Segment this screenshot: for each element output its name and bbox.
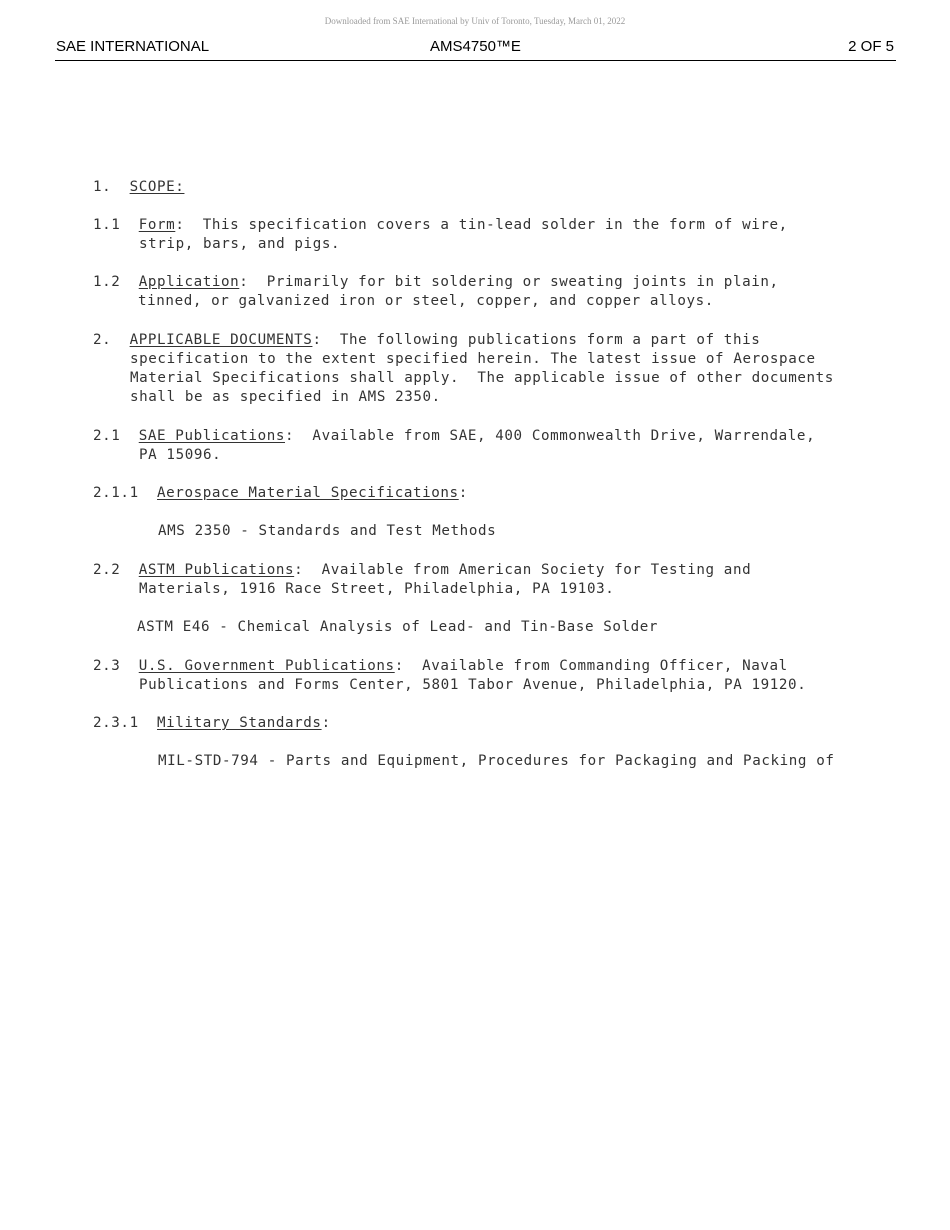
section-title: Aerospace Material Specifications	[157, 485, 459, 501]
section-title: SCOPE:	[129, 179, 185, 195]
section-title: Application	[138, 274, 240, 290]
section-text: : Primarily for bit soldering or sweating joints in plain,	[239, 274, 779, 290]
reference-item-astm-e46: ASTM E46 - Chemical Analysis of Lead- and Tin-Base Solder	[137, 619, 659, 635]
section-2-3-line-2: Publications and Forms Center, 5801 Tabor Avenue, Philadelphia, PA 19120.	[139, 677, 807, 693]
download-note: Downloaded from SAE International by Univ of Toronto, Tuesday, March 01, 2022	[324, 16, 626, 26]
section-2-2-line-2: Materials, 1916 Race Street, Philadelphia, PA 19103.	[139, 581, 615, 597]
section-2-1-1-heading	[93, 484, 468, 503]
section-colon: :	[458, 485, 468, 501]
section-text: : The following publications form a part of this	[312, 332, 761, 348]
header-page-number: 2 OF 5	[848, 38, 894, 55]
section-title: Form	[138, 217, 176, 233]
section-2-1-line-2: PA 15096.	[139, 447, 222, 463]
section-number: 2.3	[93, 658, 121, 674]
reference-item-ams2350: AMS 2350 - Standards and Test Methods	[158, 523, 497, 539]
section-text: : Available from SAE, 400 Commonwealth Drive, Warrendale,	[285, 428, 816, 444]
section-1-2-line-1	[93, 273, 779, 292]
section-number: 2.1.1	[93, 485, 139, 501]
section-2-1-line-1	[93, 427, 815, 446]
section-2-line-4: shall be as specified in AMS 2350.	[130, 389, 441, 405]
section-title: U.S. Government Publications	[138, 658, 395, 674]
header-organization: SAE INTERNATIONAL	[56, 38, 210, 55]
section-text: : This specification covers a tin-lead solder in the form of wire,	[175, 217, 788, 233]
section-number: 1.	[93, 179, 112, 195]
section-1-2-line-2: tinned, or galvanized iron or steel, copper, and copper alloys.	[138, 293, 714, 309]
section-title: Military Standards	[157, 715, 322, 731]
section-title: SAE Publications	[138, 428, 285, 444]
section-number: 2.	[93, 332, 112, 348]
section-text: : Available from Commanding Officer, Naval	[394, 658, 788, 674]
section-number: 1.1	[93, 217, 121, 233]
section-2-line-1	[93, 331, 760, 350]
section-2-2-line-1	[93, 561, 751, 580]
section-2-3-1-heading	[93, 714, 331, 733]
section-title: ASTM Publications	[138, 562, 295, 578]
reference-item-mil-std-794: MIL-STD-794 - Parts and Equipment, Procedures for Packaging and Packing of	[158, 753, 835, 769]
section-number: 2.2	[93, 562, 121, 578]
section-2-line-3: Material Specifications shall apply. The applicable issue of other documents	[130, 370, 834, 386]
section-number: 2.1	[93, 428, 121, 444]
section-number: 1.2	[93, 274, 121, 290]
section-text: : Available from American Society for Testing and	[294, 562, 752, 578]
section-2-line-2: specification to the extent specified herein. The latest issue of Aerospace	[130, 351, 816, 367]
section-1-heading	[93, 178, 184, 197]
section-1-1-line-1	[93, 216, 788, 235]
section-2-3-line-1	[93, 657, 788, 676]
section-number: 2.3.1	[93, 715, 139, 731]
header-document-number: AMS4750™E	[430, 38, 521, 55]
page-header	[55, 38, 896, 61]
section-1-1-line-2: strip, bars, and pigs.	[139, 236, 341, 252]
section-colon: :	[321, 715, 331, 731]
section-title: APPLICABLE DOCUMENTS	[129, 332, 313, 348]
